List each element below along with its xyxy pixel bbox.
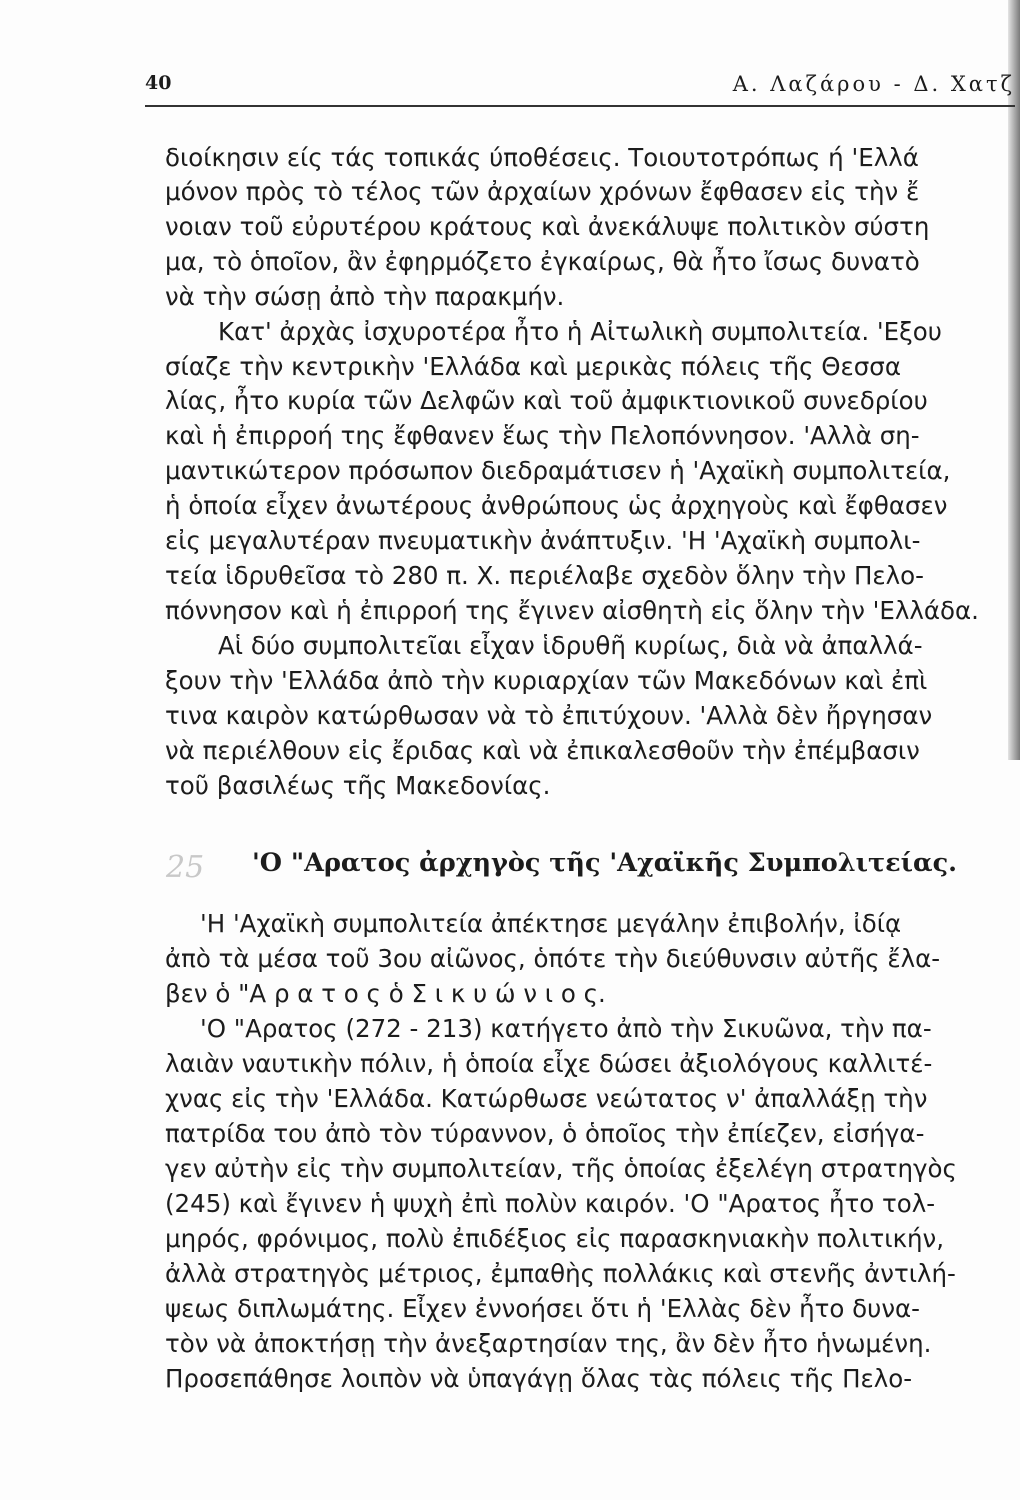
text-line: Κατ' ἀρχὰς ἰσχυροτέρα ἦτο ἡ Αἰτωλικὴ συμπολιτεία. 'Εξου bbox=[218, 317, 942, 346]
text-line: εἰς μεγαλυτέραν πνευματικὴν ἀνάπτυξιν. 'Η 'Αχαϊκὴ συμπολι- bbox=[165, 526, 921, 555]
text-line: (245) καὶ ἔγινεν ἡ ψυχὴ ἐπὶ πολὺν καιρόν. 'Ο "Αρατος ἦτο τολ- bbox=[165, 1189, 936, 1218]
text-line: νὰ περιέλθουν εἰς ἔριδας καὶ νὰ ἐπικαλεσθοῦν τὴν ἐπέμβασιν bbox=[165, 736, 920, 765]
text-line: 'Ο "Αρατος (272 - 213) κατήγετο ἀπὸ τὴν Σικυῶνα, τὴν πα- bbox=[200, 1014, 932, 1043]
page-binding-edge bbox=[1008, 0, 1020, 760]
text-line: καὶ ἡ ἐπιρροή της ἔφθανεν ἕως τὴν Πελοπόννησον. 'Αλλὰ ση- bbox=[165, 421, 920, 450]
text-line: νὰ τὴν σώσῃ ἀπὸ τὴν παρακμήν. bbox=[165, 282, 565, 311]
page-header bbox=[145, 72, 1015, 104]
handwritten-margin-note: 25 bbox=[166, 850, 205, 885]
text-line: διοίκησιν είς τάς τοπικάς ύποθέσεις. Τοιουτοτρόπως ή 'Ελλά bbox=[165, 143, 919, 172]
text-line: χνας εἰς τὴν 'Ελλάδα. Κατώρθωσε νεώτατος ν' ἀπαλλάξῃ τὴν bbox=[165, 1084, 928, 1113]
text-line: μαντικώτερον πρόσωπον διεδραμάτισεν ἡ 'Αχαϊκὴ συμπολιτεία, bbox=[165, 456, 951, 485]
text-line: ἀπὸ τὰ μέσα τοῦ 3ου αἰῶνος, ὁπότε τὴν διεύθυνσιν αὐτῆς ἔλα- bbox=[165, 944, 941, 973]
text-line: πατρίδα του ἀπὸ τὸν τύραννον, ὁ ὁποῖος τὴν ἐπίεζεν, εἰσήγα- bbox=[165, 1119, 925, 1148]
text-line: βεν ὁ "Α ρ α τ ο ς ὁ Σ ι κ υ ώ ν ι ο ς. bbox=[165, 979, 606, 1008]
header-rule bbox=[145, 105, 1015, 107]
text-line: τοῦ βασιλέως τῆς Μακεδονίας. bbox=[165, 771, 551, 800]
text-line: Αἱ δύο συμπολιτεῖαι εἶχαν ἱδρυθῆ κυρίως, διὰ νὰ ἀπαλλά- bbox=[218, 631, 923, 660]
running-head: Α. Λαζάρου - Δ. Χατζ bbox=[732, 72, 1015, 96]
text-line: τεία ἱδρυθεῖσα τὸ 280 π. Χ. περιέλαβε σχεδὸν ὅλην τὴν Πελο- bbox=[165, 561, 924, 590]
text-line: ἀλλὰ στρατηγὸς μέτριος, ἐμπαθὴς πολλάκις καὶ στενῆς ἀντιλή- bbox=[165, 1259, 956, 1288]
text-line: ξουν τὴν 'Ελλάδα ἀπὸ τὴν κυριαρχίαν τῶν Μακεδόνων καὶ ἐπὶ bbox=[165, 666, 928, 695]
page-number: 40 bbox=[145, 72, 172, 94]
text-line: σίαζε τὴν κεντρικὴν 'Ελλάδα καὶ μερικὰς πόλεις τῆς Θεσσα bbox=[165, 352, 901, 381]
text-line: λίας, ἦτο κυρία τῶν Δελφῶν καὶ τοῦ ἀμφικτιονικοῦ συνεδρίου bbox=[165, 386, 928, 415]
text-line: γεν αὐτὴν εἰς τὴν συμπολιτείαν, τῆς ὁποίας ἐξελέγη στρατηγὸς bbox=[165, 1154, 957, 1183]
text-line: πόννησον καὶ ἡ ἐπιρροή της ἔγινεν αἰσθητὴ εἰς ὅλην τὴν 'Ελλάδα. bbox=[165, 596, 979, 625]
text-line: μόνον πρὸς τὸ τέλος τῶν ἀρχαίων χρόνων ἔφθασεν εἰς τὴν ἔ bbox=[165, 177, 920, 206]
text-line: νοιαν τοῦ εὐρυτέρου κράτους καὶ ἀνεκάλυψε πολιτικὸν σύστη bbox=[165, 212, 930, 241]
section-heading: 'Ο "Αρατος ἀρχηγὸς τῆς 'Αχαϊκῆς Συμπολιτείας. bbox=[252, 848, 958, 878]
text-line: τινα καιρὸν κατώρθωσαν νὰ τὸ ἐπιτύχουν. 'Αλλὰ δὲν ἤργησαν bbox=[165, 701, 933, 730]
text-line: μα, τὸ ὁποῖον, ἂν ἐφηρμόζετο ἐγκαίρως, θὰ ἦτο ἴσως δυνατὸ bbox=[165, 247, 920, 276]
text-line: μηρός, φρόνιμος, πολὺ ἐπιδέξιος εἰς παρασκηνιακὴν πολιτικήν, bbox=[165, 1224, 945, 1253]
text-line: Προσεπάθησε λοιπὸν νὰ ὑπαγάγῃ ὅλας τὰς πόλεις τῆς Πελο- bbox=[165, 1364, 913, 1393]
text-line: λαιὰν ναυτικὴν πόλιν, ἡ ὁποία εἶχε δώσει ἀξιολόγους καλλιτέ- bbox=[165, 1049, 933, 1078]
text-line: ἡ ὁποία εἶχεν ἀνωτέρους ἀνθρώπους ὡς ἀρχηγοὺς καὶ ἔφθασεν bbox=[165, 491, 948, 520]
text-line: 'Η 'Αχαϊκὴ συμπολιτεία ἀπέκτησε μεγάλην ἐπιβολήν, ἰδίᾳ bbox=[200, 909, 902, 938]
text-line: τὸν νὰ ἀποκτήσῃ τὴν ἀνεξαρτησίαν της, ἂν δὲν ἦτο ἡνωμένη. bbox=[165, 1329, 932, 1358]
text-line: ψεως διπλωμάτης. Εἶχεν ἐννοήσει ὅτι ἡ 'Ελλὰς δὲν ἦτο δυνα- bbox=[165, 1294, 920, 1323]
